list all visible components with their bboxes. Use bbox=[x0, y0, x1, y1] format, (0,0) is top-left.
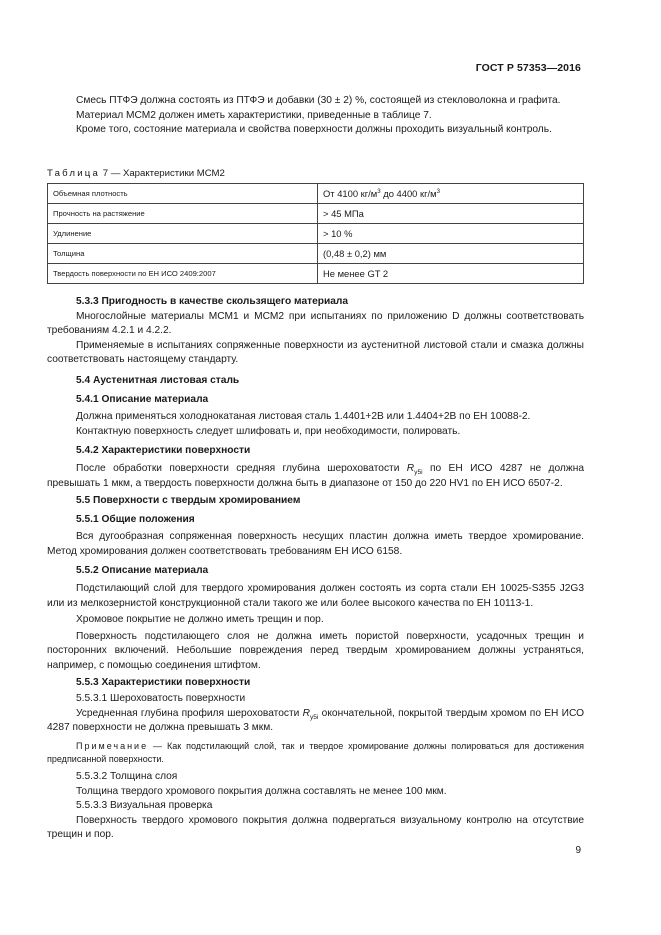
table-cell-name: Твердость поверхности по ЕН ИСО 2409:2007 bbox=[48, 264, 318, 284]
table-caption-text: 7 — Характеристики МСМ2 bbox=[102, 168, 225, 179]
table-cell-value: > 45 МПа bbox=[318, 204, 584, 224]
table-row bbox=[48, 264, 584, 284]
paragraph: После обработки поверхности средняя глубина шероховатости $R_{y5i}$ по ЕН ИСО 4287 не должна превышать 1 мкм, а твердость поверхности должна быть в диапазоне от 150 до 220 HV1 по ЕН ИСО 6507-2. bbox=[47, 462, 584, 489]
table-caption-label: Таблица bbox=[47, 168, 101, 179]
paragraph: Вся дугообразная сопряженная поверхность несущих пластин должна иметь твердое хромирование. Метод хромирования должен соответствовать требованиям ЕН ИСО 6158. bbox=[47, 531, 584, 557]
subsection-title: 5.5.3.3 Визуальная проверка bbox=[76, 800, 213, 812]
section-5-3-3 bbox=[47, 295, 584, 368]
intro-block bbox=[47, 94, 584, 138]
standard-number: ГОСТ Р 57353—2016 bbox=[475, 62, 581, 74]
table-cell-value: (0,48 ± 0,2) мм bbox=[318, 244, 584, 264]
section-5-5 bbox=[47, 494, 584, 843]
note-label: Примечание bbox=[76, 740, 149, 751]
characteristics-table bbox=[47, 183, 584, 284]
paragraph: Смесь ПТФЭ должна состоять из ПТФЭ и добавки (30 ± 2) %, состоящей из стекловолокна и графита. bbox=[76, 95, 561, 106]
section-heading: 5.5.2 Описание материала bbox=[76, 565, 209, 577]
paragraph: Кроме того, состояние материала и свойства поверхности должны проходить визуальный контроль. bbox=[76, 124, 552, 136]
paragraph: Применяемые в испытаниях сопряженные поверхности из аустенитной листовой стали и смазка должны соответствовать настоящему стандарту. bbox=[47, 339, 584, 366]
section-heading: 5.5.1 Общие положения bbox=[76, 513, 195, 525]
section-5-4 bbox=[47, 374, 584, 491]
table-row bbox=[48, 224, 584, 244]
paragraph: Материал МСМ2 должен иметь характеристики, приведенные в таблице 7. bbox=[76, 109, 432, 121]
paragraph: Хромовое покрытие не должно иметь трещин и пор. bbox=[76, 614, 324, 626]
table-caption bbox=[47, 168, 225, 179]
subsection-title: 5.5.3.2 Толщина слоя bbox=[76, 771, 178, 783]
section-heading: 5.3.3 Пригодность в качестве скользящего материала bbox=[76, 296, 349, 307]
note bbox=[47, 740, 584, 765]
table-cell-value: Не менее GT 2 bbox=[318, 264, 584, 284]
paragraph: Поверхность твердого хромового покрытия должна подвергаться визуальному контролю на отсутствие трещин и пор. bbox=[47, 814, 584, 841]
table-cell-value: От 4100 $кг/м^3$ до 4400 $кг/м^3$ bbox=[318, 184, 584, 204]
table-row bbox=[48, 244, 584, 264]
section-heading: 5.4 Аустенитная листовая сталь bbox=[76, 375, 240, 386]
table-cell-value: > 10 % bbox=[318, 224, 584, 244]
paragraph: Толщина твердого хромового покрытия должна составлять не менее 100 мкм. bbox=[76, 785, 447, 797]
paragraph: Контактную поверхность следует шлифовать и, при необходимости, полировать. bbox=[76, 425, 461, 437]
paragraph: Многослойные материалы МСМ1 и МСМ2 при испытаниях по приложению D должны соответствовать требованиям 4.2.1 и 4.2.2. bbox=[47, 310, 584, 337]
table-row bbox=[48, 204, 584, 224]
subsection-title: 5.5.3.1 Шероховатость поверхности bbox=[76, 693, 246, 705]
paragraph: Должна применяться холоднокатаная листовая сталь 1.4401+2В или 1.4404+2В по ЕН 10088-2. bbox=[76, 411, 531, 423]
table-cell-name: Толщина bbox=[48, 244, 318, 264]
paragraph: Подстилающий слой для твердого хромирования должен состоять из сорта стали ЕН 10025-S355 J2G3 или из мелкозернистой конструкционной стали такого же или более высокого качества по ЕН 10113-1. bbox=[47, 582, 584, 609]
table-cell-name: Прочность на растяжение bbox=[48, 204, 318, 224]
section-heading: 5.5.3 Характеристики поверхности bbox=[76, 676, 251, 688]
section-heading: 5.5 Поверхности с твердым хромированием bbox=[76, 495, 301, 506]
paragraph: Поверхность подстилающего слоя не должна иметь пористой поверхности, усадочных трещин и посторонних включений. Небольшие повреждения перед твердым хромированием должны устраняться, например, с помощью соединения штифтом. bbox=[47, 630, 584, 671]
paragraph: Усредненная глубина профиля шероховатости $R_{y5i}$ окончательной, покрытой твердым хромом по ЕН ИСО 4287 поверхности не должна превышать 3 мкм. bbox=[47, 707, 585, 734]
page-number: 9 bbox=[575, 845, 581, 856]
section-heading: 5.4.1 Описание материала bbox=[76, 393, 209, 405]
note-text: — Как подстилающий слой, так и твердое хромирование должны полироваться для достижения предписанной поверхности. bbox=[47, 740, 584, 764]
table-row bbox=[48, 184, 584, 204]
table-cell-name: Удлинение bbox=[48, 224, 318, 244]
table-cell-name: Объемная плотность bbox=[48, 184, 318, 204]
section-heading: 5.4.2 Характеристики поверхности bbox=[76, 445, 251, 457]
